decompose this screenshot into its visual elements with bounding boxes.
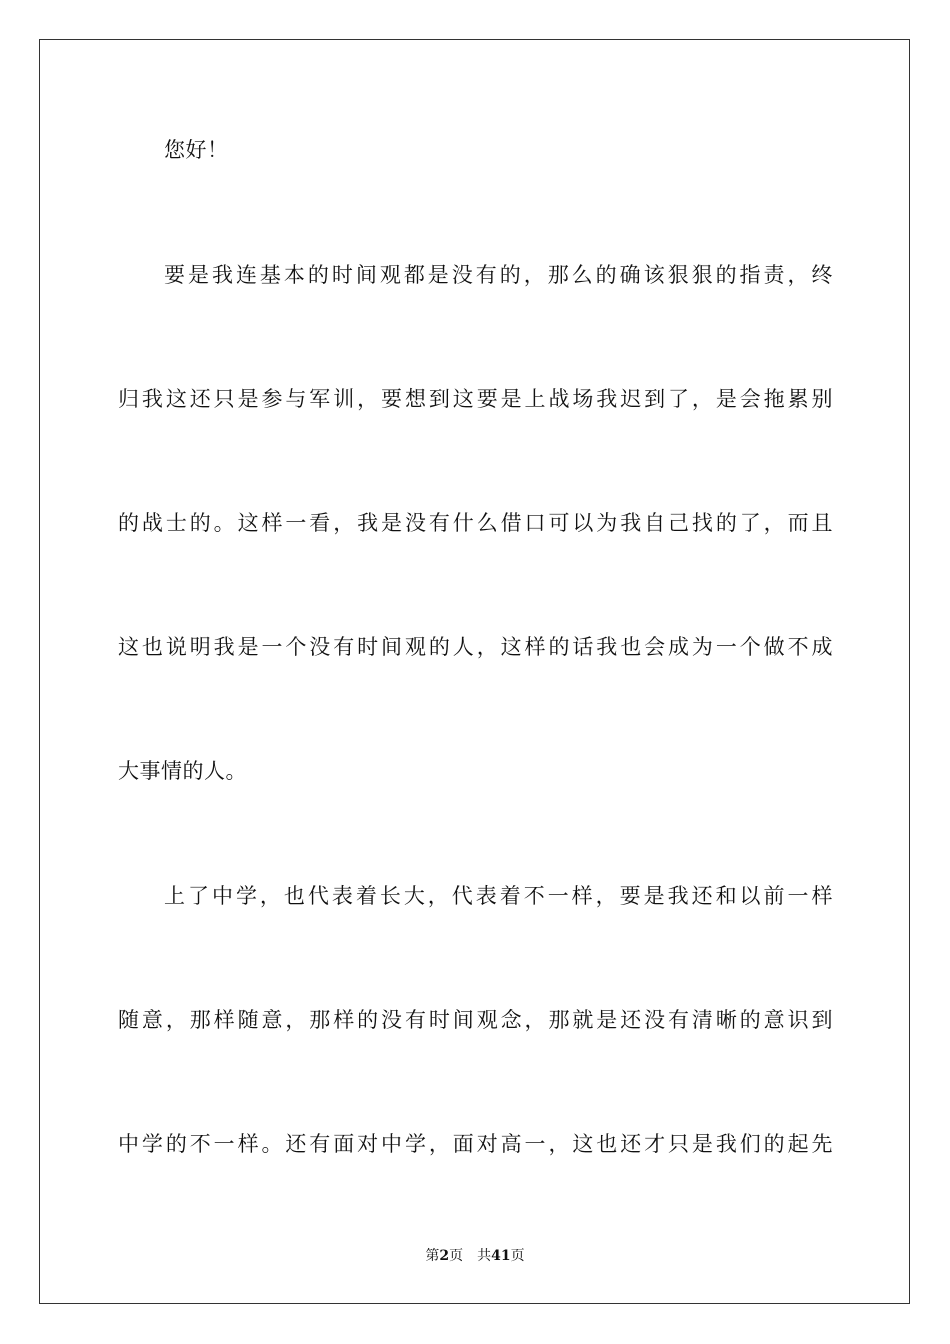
page-prefix: 第: [425, 1248, 440, 1264]
total-pages: 41: [491, 1248, 511, 1264]
body-line-7: 随意，那样随意，那样的没有时间观念，那就是还没有清晰的意识到: [118, 1008, 833, 1032]
body-line-3: 的战士的。这样一看，我是没有什么借口可以为我自己找的了，而且: [118, 511, 833, 535]
body-line-4: 这也说明我是一个没有时间观的人，这样的话我也会成为一个做不成: [118, 635, 833, 659]
body-line-5: 大事情的人。: [118, 759, 247, 783]
greeting-line: 您好！: [164, 138, 229, 162]
page-footer: [0, 1246, 950, 1266]
page-border: [39, 39, 910, 1304]
page-suffix: 页: [449, 1248, 464, 1264]
total-suffix: 页: [510, 1248, 525, 1264]
total-prefix: 共: [477, 1248, 492, 1264]
page-number: 2: [439, 1248, 450, 1264]
body-line-2: 归我这还只是参与军训，要想到这要是上战场我迟到了，是会拖累别: [118, 387, 833, 411]
body-line-1: 要是我连基本的时间观都是没有的，那么的确该狠狠的指责，终: [164, 263, 833, 287]
body-line-8: 中学的不一样。还有面对中学，面对高一，这也还才只是我们的起先: [118, 1132, 833, 1156]
body-line-6: 上了中学，也代表着长大，代表着不一样，要是我还和以前一样: [164, 884, 833, 908]
